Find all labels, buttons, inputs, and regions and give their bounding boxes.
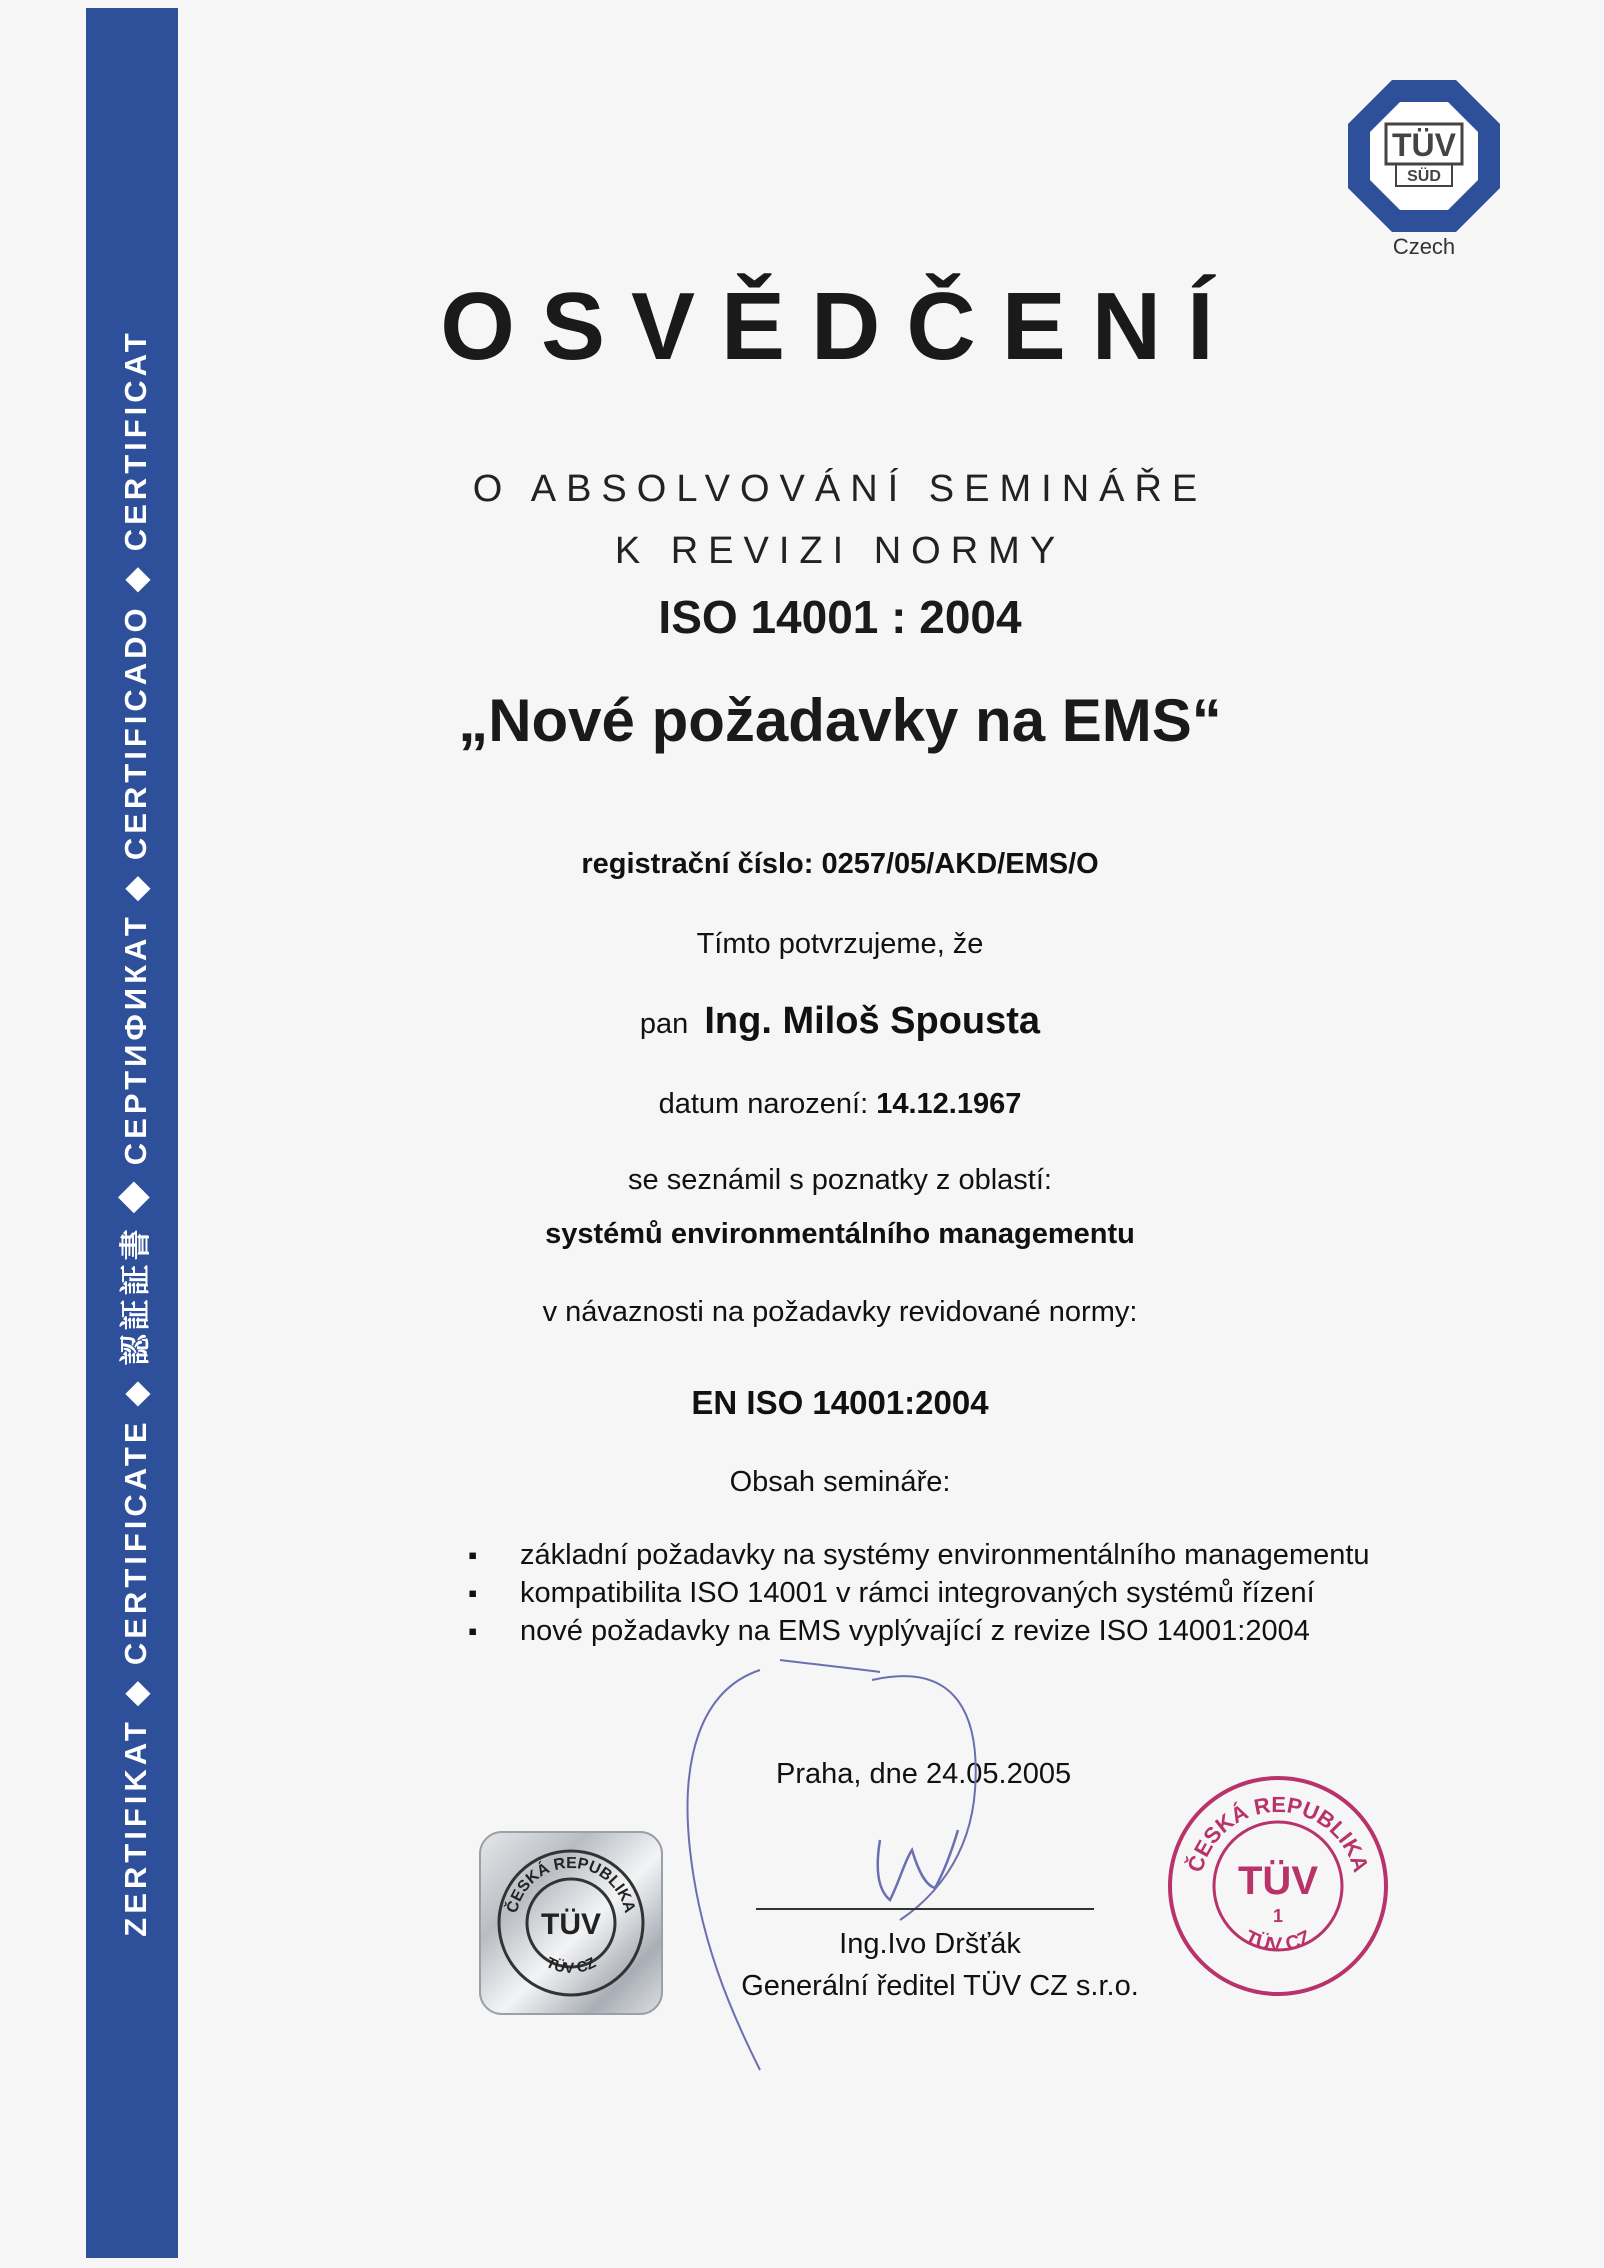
side-band [86,8,178,2258]
hologram-seal [476,1828,666,2018]
signature-line [756,1908,1094,1910]
content-list [468,1538,1428,1652]
tuv-logo-brand: TÜV [1392,127,1456,163]
official-stamp [1162,1770,1394,2002]
standard-heading: ISO 14001 : 2004 [658,591,1022,643]
dob-value: 14.12.1967 [876,1088,1022,1120]
acquainted-text: se seznámil s poznatky z oblastí: [628,1164,1052,1196]
list-item: ▪ nové požadavky na EMS vyplývající z revize ISO 14001:2004 [468,1614,1428,1648]
salutation: pan [639,1008,689,1040]
registration-number: registrační číslo: 0257/05/AKD/EMS/O [581,848,1099,880]
content-heading: Obsah semináře: [729,1466,951,1498]
stamp-top-text: ČESKÁ REPUBLIKA [1182,1791,1374,1876]
tuv-logo-sub: SÜD [1407,168,1441,185]
hologram-top-text: ČESKÁ REPUBLIKA [503,1854,639,1915]
page-title: OSVĚDČENÍ [440,273,1240,380]
svg-text:TÜV CZ [1241,1926,1315,1956]
signer-name: Ing.Ivo Dršťák [839,1928,1021,1960]
stamp-center-text: TÜV [1238,1859,1318,1903]
signer-title: Generální ředitel TÜV CZ s.r.o. [741,1970,1139,2002]
tuv-logo-region: Czech [1392,234,1456,259]
en-standard: EN ISO 14001:2004 [691,1384,989,1421]
stamp-number: 1 [1272,1906,1284,1926]
hologram-bottom-text: TÜV CZ [543,1954,599,1978]
recipient-line [340,1000,1340,1043]
list-item: ▪ základní požadavky na systémy environmentálního managementu [468,1538,1428,1572]
tuv-logo [1348,80,1500,232]
confirmation-text: Tímto potvrzujeme, že [696,928,984,960]
stamp-bottom-text: TÜV CZ [1241,1926,1315,1957]
relation-text: v návaznosti na požadavky revidované normy: [542,1296,1138,1328]
seminar-topic: „Nové požadavky na EMS“ [458,687,1222,754]
recipient-name: Ing. Miloš Spousta [704,1000,1041,1042]
hologram-center-text: TÜV [541,1908,601,1941]
subject-area: systémů environmentálního managementu [545,1218,1135,1250]
dob-label: datum narození: [658,1088,869,1120]
subtitle-line-2: K REVIZI NORMY [614,530,1066,572]
date-of-birth [340,1088,1340,1121]
list-item: ▪ kompatibilita ISO 14001 v rámci integrovaných systémů řízení [468,1576,1428,1610]
place-date: Praha, dne 24.05.2005 [776,1758,1072,1790]
side-band-text: ZERTIFIKAT ◆ CERTIFICATE ◆ 認証証書 ◆ СЕРТИФИКАТ ◆ CERTIFICADO ◆ CERTIFICAT [117,329,153,1937]
subtitle-line-1: O ABSOLVOVÁNÍ SEMINÁŘE [472,468,1208,510]
